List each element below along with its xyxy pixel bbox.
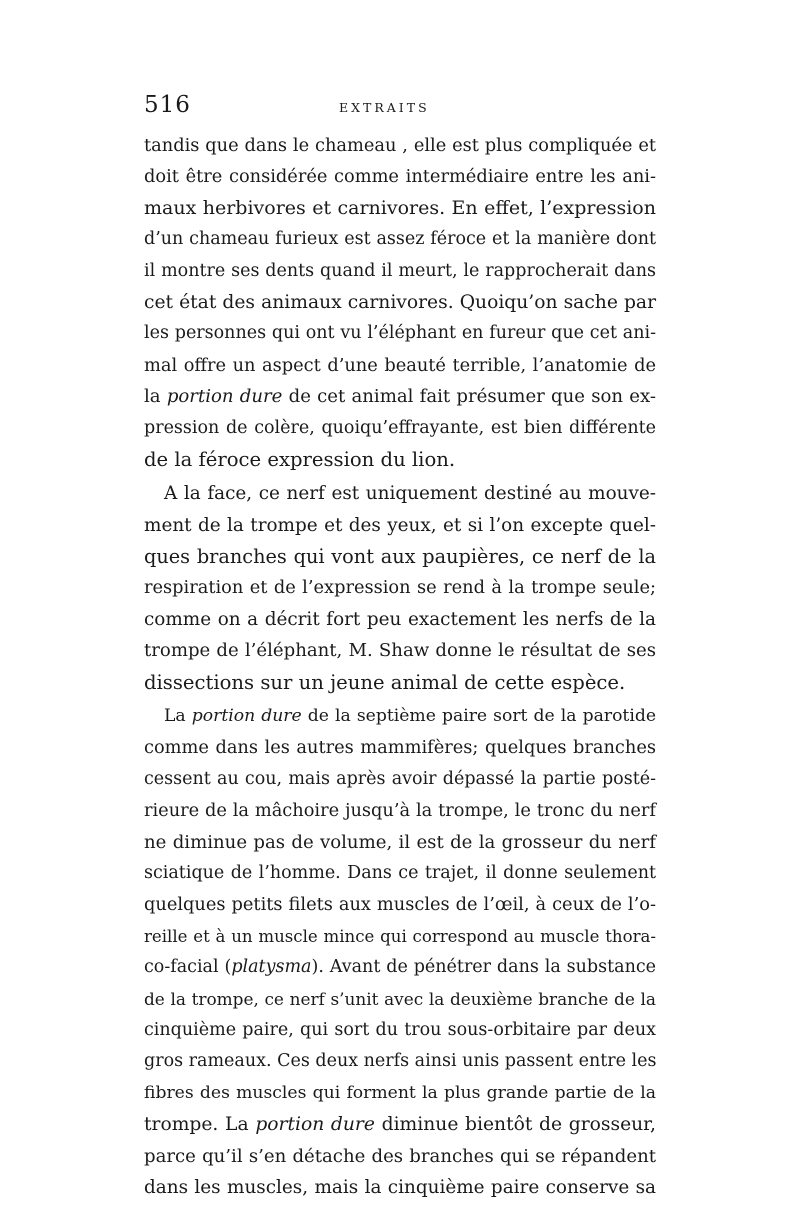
text-line: dissections sur un jeune animal de cette espèce. (144, 670, 626, 694)
text-line: cet état des animaux carnivores. Quoiqu’on sache par (144, 291, 656, 313)
text-line: dans les muscles, mais la cinquième paire conserve sa (144, 1176, 656, 1198)
text-line: il montre ses dents quand il meurt, le rapprocherait dans (144, 260, 656, 281)
text-line: ment de la trompe et des yeux, et si l’on excepte quel- (144, 514, 656, 536)
italic-term: portion dure (166, 386, 283, 408)
running-head: EXTRAITS (339, 100, 430, 115)
text-line: les personnes qui ont vu l’éléphant en fureur que cet ani- (144, 323, 656, 344)
text-line: d’un chameau furieux est assez féroce et la manière dont (144, 229, 656, 250)
italic-term: portion dure (255, 1114, 375, 1136)
page-number: 516 (144, 92, 191, 118)
text-line: cessent au cou, mais après avoir dépassé la partie posté- (144, 768, 656, 789)
text-line: A la face, ce nerf est uniquement destiné au mouve- (164, 483, 656, 505)
text-line: comme on a décrit fort peu exactement les nerfs de la (144, 608, 656, 630)
text-line: reille et à un muscle mince qui correspond au muscle thora- (144, 926, 656, 946)
text-line: gros rameaux. Ces deux nerfs ainsi unis passent entre les (144, 1051, 657, 1072)
text-line: ne diminue pas de volume, il est de la grosseur du nerf (144, 831, 656, 853)
text-line: co-facial (platysma). Avant de pénétrer dans la substance (144, 957, 656, 978)
italic-term: platysma (231, 957, 312, 978)
text-line: La portion dure de la septième paire sort de la parotide (164, 706, 657, 727)
text-line: doit être considérée comme intermédiaire entre les ani- (144, 166, 656, 188)
text-line: quelques petits filets aux muscles de l’œil, à ceux de l’o- (144, 894, 656, 916)
text-line: tandis que dans le chameau , elle est plus compliquée et (144, 135, 656, 156)
text-line: parce qu’il s’en détache des branches qui se répandent (144, 1145, 656, 1167)
text-line: pression de colère, quoiqu’effrayante, est bien différente (144, 417, 656, 438)
italic-term: portion dure (191, 706, 302, 727)
text-line: ques branches qui vont aux paupières, ce nerf de la (144, 545, 656, 569)
text-line: comme dans les autres mammifères; quelques branches (144, 737, 656, 759)
text-line: cinquième paire, qui sort du trou sous-orbitaire par deux (144, 1019, 656, 1040)
text-line: de la trompe, ce nerf s’unit avec la deuxième branche de la (144, 988, 656, 1009)
text-line: sciatique de l’homme. Dans ce trajet, il donne seulement (144, 862, 656, 883)
text-line: respiration et de l’expression se rend à la trompe seule; (144, 577, 656, 599)
page-header (144, 92, 660, 126)
text-line: rieure de la mâchoire jusqu’à la trompe, le tronc du nerf (144, 800, 656, 822)
text-line: de la féroce expression du lion. (144, 447, 456, 471)
text-line: trompe de l’éléphant, M. Shaw donne le résultat de ses (144, 640, 656, 662)
text-line: fibres des muscles qui forment la plus grande partie de la (144, 1082, 656, 1103)
text-line: trompe. La portion dure diminue bientôt de grosseur, (144, 1114, 656, 1136)
text-line: mal offre un aspect d’une beauté terrible, l’anatomie de (144, 354, 656, 376)
text-line: la portion dure de cet animal fait présumer que son ex- (144, 386, 657, 408)
body-text (144, 130, 656, 1203)
text-line: maux herbivores et carnivores. En effet, l’expression (144, 196, 656, 219)
